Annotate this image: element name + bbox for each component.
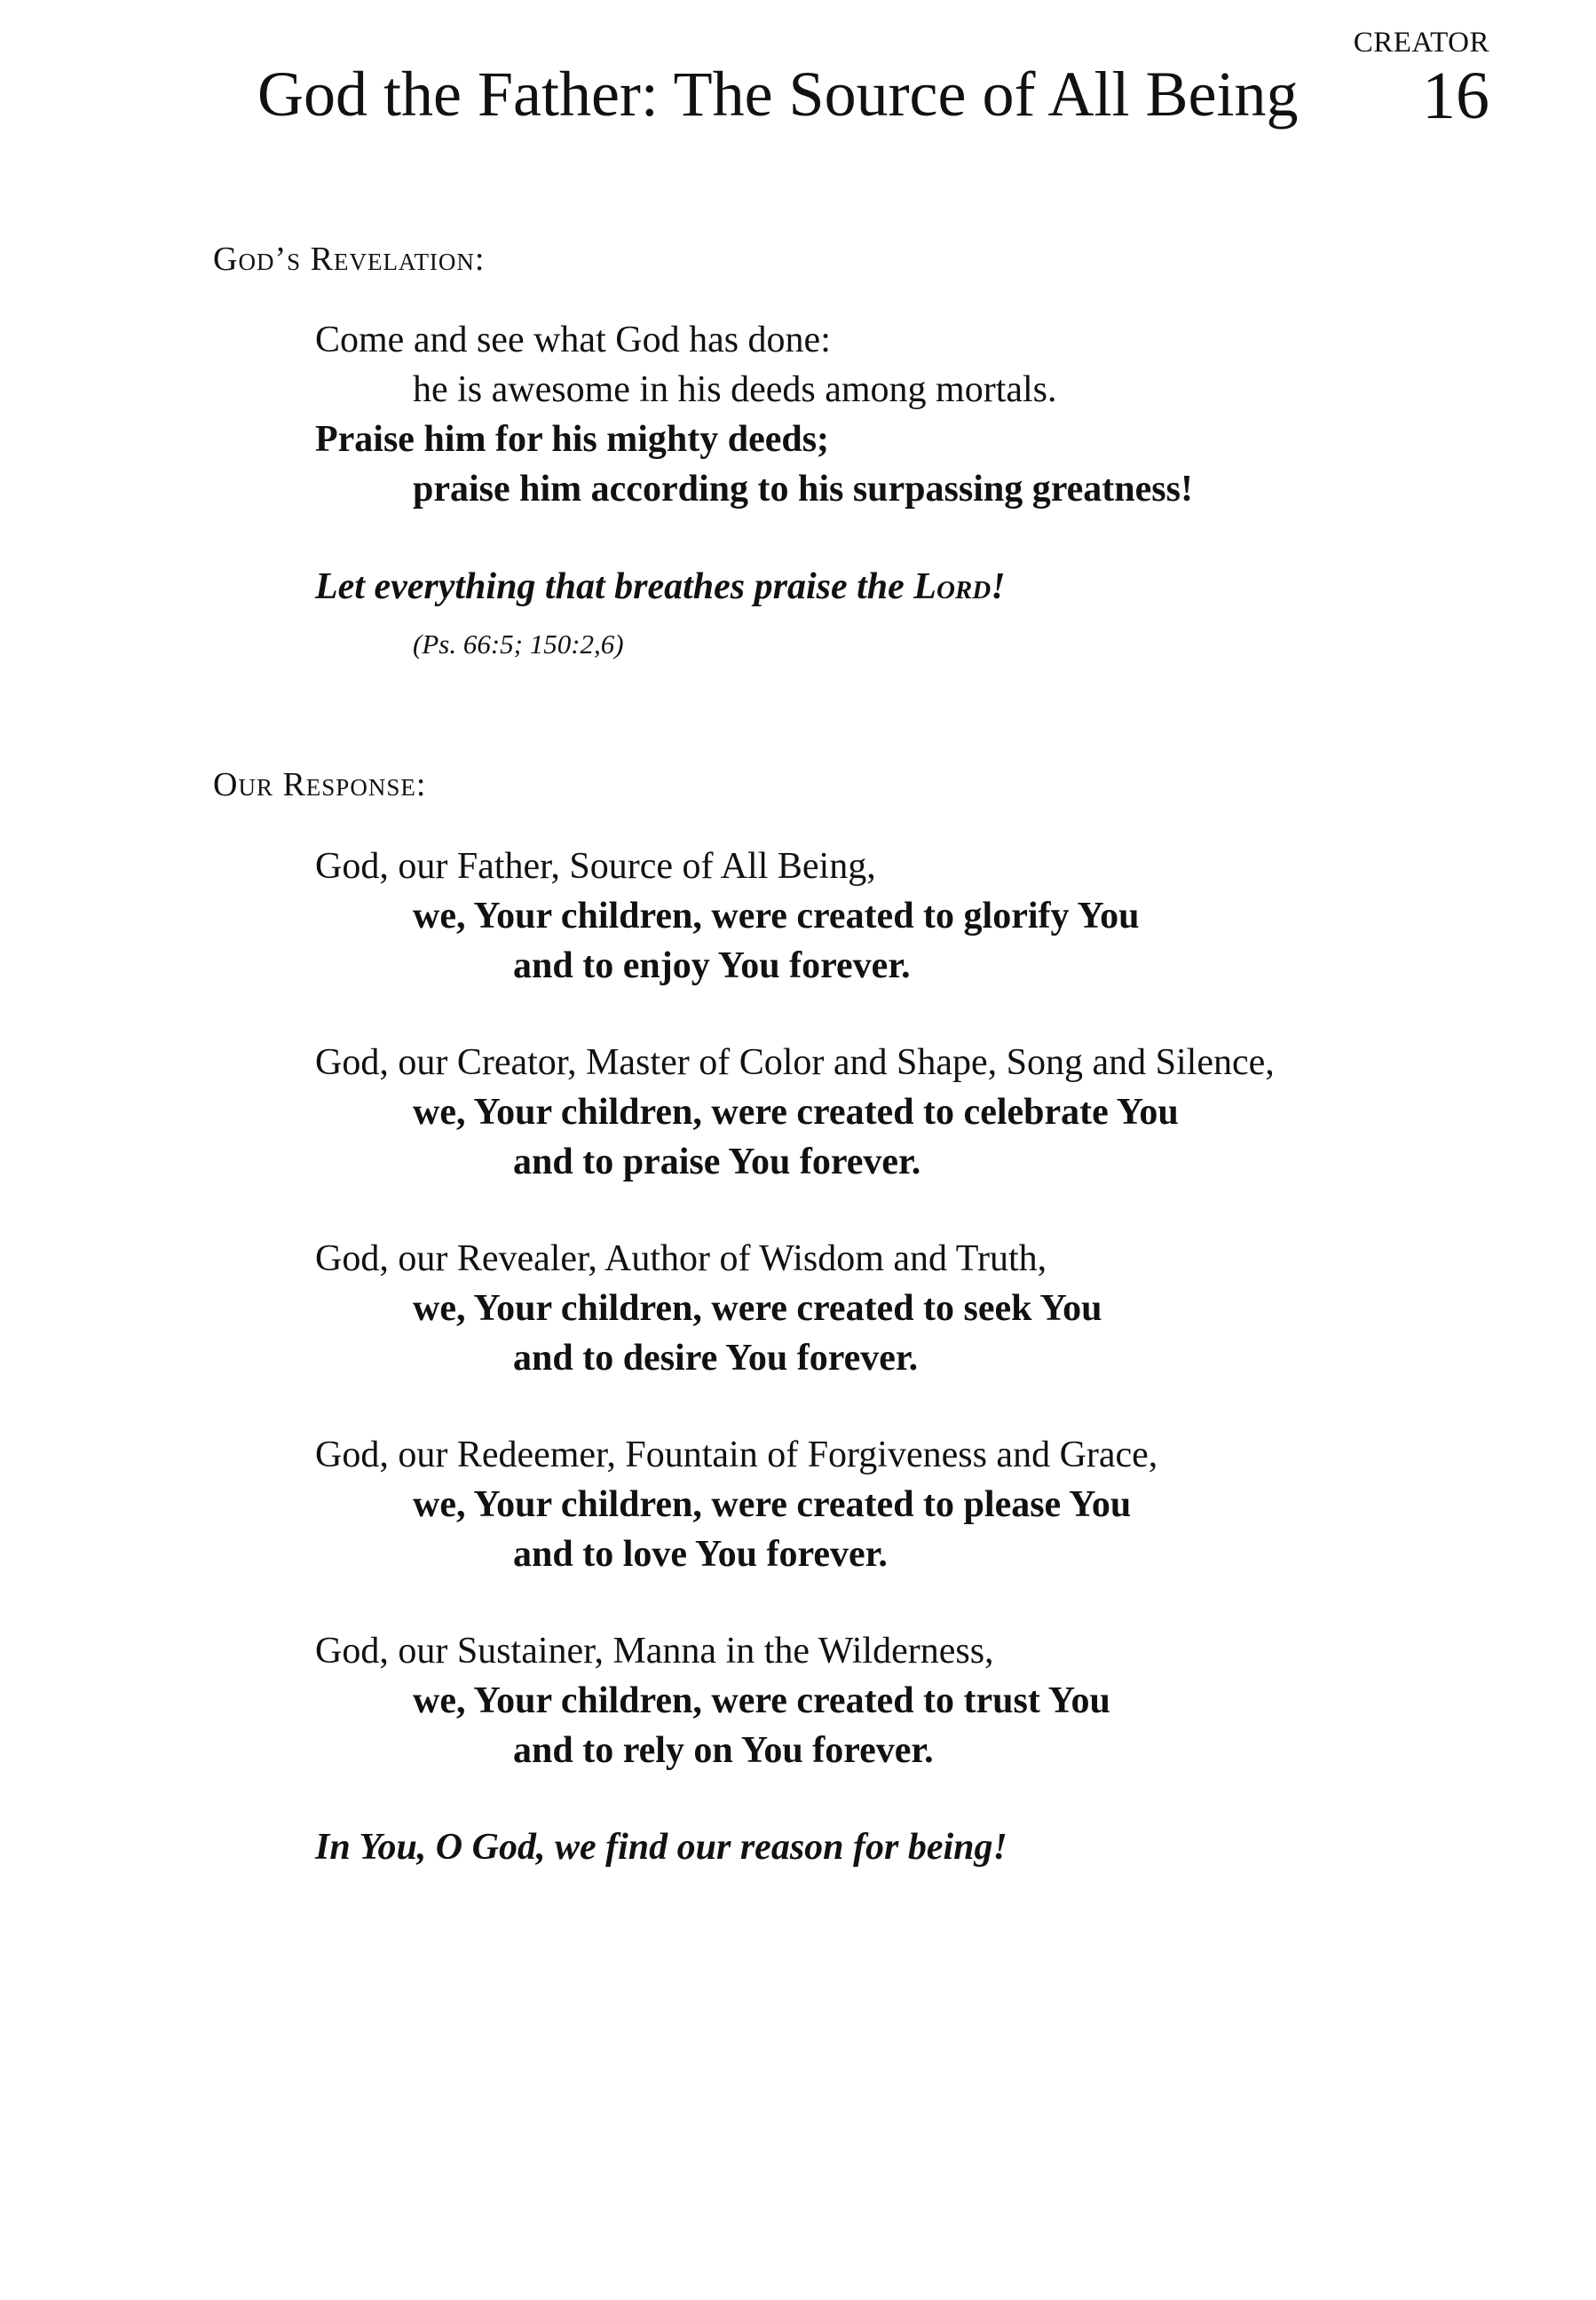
stanza-purpose: and to praise You forever. [513, 1142, 921, 1182]
stanza-purpose: and to love You forever. [513, 1534, 888, 1575]
response-heading: Our Response: [213, 766, 427, 803]
page-number: 16 [1422, 59, 1489, 133]
stanza-children: we, Your children, were created to glorify You [413, 896, 1140, 937]
page-title: God the Father: The Source of All Being [257, 59, 1299, 130]
revelation-closing-punct: ! [991, 566, 1006, 607]
revelation-line: Come and see what God has done: [315, 320, 831, 360]
lord-small-caps: Lord [913, 566, 992, 607]
revelation-heading: God’s Revelation: [213, 241, 486, 278]
stanza-purpose: and to rely on You forever. [513, 1730, 934, 1771]
revelation-line: praise him according to his surpassing greatness! [413, 469, 1193, 510]
stanza-children: we, Your children, were created to celebrate You [413, 1092, 1179, 1133]
stanza-children: we, Your children, were created to please You [413, 1484, 1132, 1525]
revelation-line: Praise him for his mighty deeds; [315, 419, 830, 460]
revelation-closing-text: Let everything that breathes praise the [315, 566, 914, 607]
revelation-line: he is awesome in his deeds among mortals. [413, 369, 1057, 410]
scripture-citation: (Ps. 66:5; 150:2,6) [413, 628, 624, 660]
stanza-address: God, our Creator, Master of Color and Shape, Song and Silence, [315, 1042, 1275, 1083]
stanza-children: we, Your children, were created to trust You [413, 1680, 1110, 1721]
stanza-address: God, our Sustainer, Manna in the Wilderness, [315, 1631, 994, 1672]
revelation-closing [315, 568, 1006, 605]
response-closing: In You, O God, we find our reason for being! [315, 1827, 1007, 1868]
stanza-purpose: and to enjoy You forever. [513, 945, 911, 986]
stanza-address: God, our Revealer, Author of Wisdom and Truth, [315, 1238, 1047, 1279]
stanza-children: we, Your children, were created to seek You [413, 1288, 1102, 1329]
stanza-address: God, our Redeemer, Fountain of Forgiveness and Grace, [315, 1435, 1158, 1475]
stanza-address: God, our Father, Source of All Being, [315, 846, 876, 887]
category-label: CREATOR [1353, 27, 1489, 59]
stanza-purpose: and to desire You forever. [513, 1338, 919, 1379]
